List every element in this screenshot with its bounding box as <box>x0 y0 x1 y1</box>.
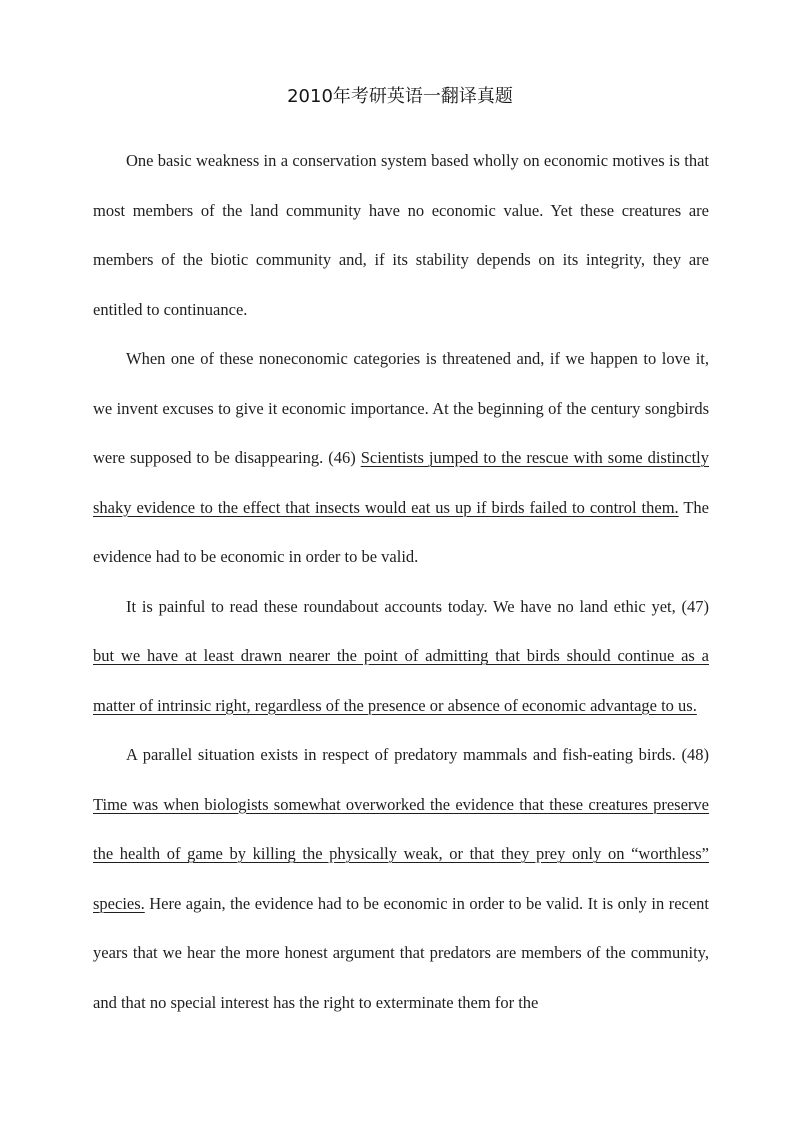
paragraph-4-text-tail: Here again, the evidence had to be economic in order to be valid. It is only in recent years that we hear the more honest argument that predators are members of the community, and that no special interest has the right to exterminate them for the <box>93 893 709 1012</box>
paragraph-3-text: It is painful to read these roundabout accounts today. We have no land ethic yet, (47) <box>126 596 709 616</box>
paragraph-4 <box>93 730 709 1027</box>
translation-sentence-46: Scientists jumped to the rescue with some distinctly shaky evidence to the effect that insects would eat us up if birds failed to control them. <box>93 448 709 517</box>
paragraph-2-text-tail: The evidence had to be economic in order to be valid. <box>93 497 709 566</box>
paragraph-3 <box>93 582 709 731</box>
document-body <box>93 136 709 1027</box>
paragraph-2-text: When one of these noneconomic categories is threatened and, if we happen to love it, we invent excuses to give it economic importance. At the beginning of the century songbirds were supposed to be disappearing. (46) <box>93 349 709 467</box>
paragraph-4-text: A parallel situation exists in respect of predatory mammals and fish-eating birds. (48) <box>126 745 709 764</box>
paragraph-1 <box>93 136 709 334</box>
paragraph-2 <box>93 334 709 582</box>
translation-sentence-47: but we have at least drawn nearer the point of admitting that birds should continue as a matter of intrinsic right, regardless of the presence or absence of economic advantage to us. <box>93 646 709 715</box>
translation-sentence-48: Time was when biologists somewhat overworked the evidence that these creatures preserve the health of game by killing the physically weak, or that they prey only on “worthless” species. <box>93 794 709 913</box>
paragraph-1-text: One basic weakness in a conservation system based wholly on economic motives is that most members of the land community have no economic value. Yet these creatures are members of the biotic community and, if its stability depends on its integrity, they are entitled to continuance. <box>93 151 709 319</box>
page-title: 2010年考研英语一翻译真题 <box>287 86 513 107</box>
